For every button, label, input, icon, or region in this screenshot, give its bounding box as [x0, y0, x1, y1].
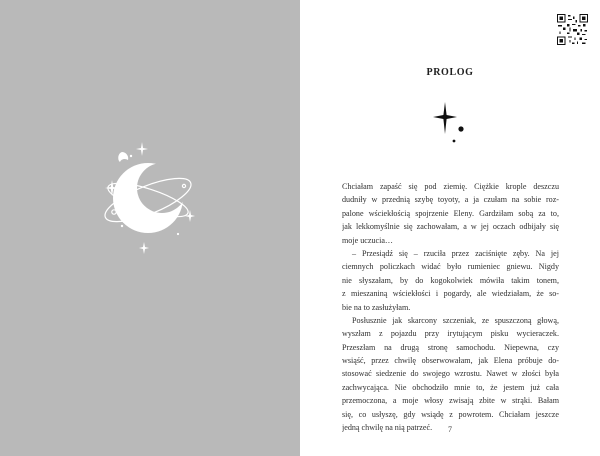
qr-code-icon[interactable] — [557, 14, 588, 45]
body-text-line: palone wściekłością spojrzenie Eleny. Gardziłam sobą za to, — [342, 208, 559, 218]
body-text-line: moje uczucia… — [342, 235, 394, 245]
chapter-title: PROLOG — [426, 67, 474, 78]
body-text-line: stosować siedzenie do swojego wzrostu. Nawet w złości była — [342, 369, 559, 379]
body-text-line: jak lekkomyślnie się zachowałam, a w jej oczach odbijały się — [342, 222, 559, 232]
body-text-line: Posłusznie jak skarcony szczeniak, ze spuszczoną głową, — [352, 315, 559, 325]
body-text-line: nie słyszałam, by do kogokolwiek mówiła takim tonem, — [342, 275, 559, 285]
body-text — [342, 180, 559, 434]
right-page — [300, 0, 600, 456]
body-text-line: ciemnych policzkach widać było rumieniec gniewu. Nigdy — [342, 262, 559, 272]
body-text-line: wyszłam z pojazdu przy irytującym pisku wycieraczek. — [342, 329, 559, 339]
body-text-line: Przeszłam na drugą stronę samochodu. Niepewna, czy — [342, 342, 559, 352]
body-text-line: się, co usłyszę, gdy wsiądę z powrotem. Chciałam jeszcze — [342, 409, 559, 419]
body-text-line: przemoczona, a moje włosy zwisają zbite w strąki. Bałam — [342, 396, 559, 406]
body-text-line: z mieszaniną wściekłości i pogardy, ale wiedziałam, że so- — [342, 289, 559, 299]
body-text-line: zachwycająca. Nie obchodziło mnie to, że jestem już cała — [342, 382, 559, 392]
body-text-line: dudniły w przednią szybę toyoty, a ja czułam na sobie roz- — [342, 195, 559, 205]
body-text-line: jedną chwilę na nią patrzeć. — [342, 423, 433, 433]
body-text-line: bie na to zasłużyłam. — [342, 302, 411, 312]
page-number: 7 — [448, 425, 452, 434]
four-point-star-and-dots-icon — [430, 100, 470, 148]
body-text-line: wsiąść, przez chwilę obserwowałam, jak Elena próbuje do- — [342, 356, 559, 366]
crescent-moon-with-stars-icon — [90, 138, 210, 258]
body-text-line: Chciałam zapaść się pod ziemię. Ciężkie krople deszczu — [342, 182, 559, 191]
body-text-line: – Przesiądź się – rzuciła przez zaciśnięte zęby. Na jej — [352, 248, 559, 258]
